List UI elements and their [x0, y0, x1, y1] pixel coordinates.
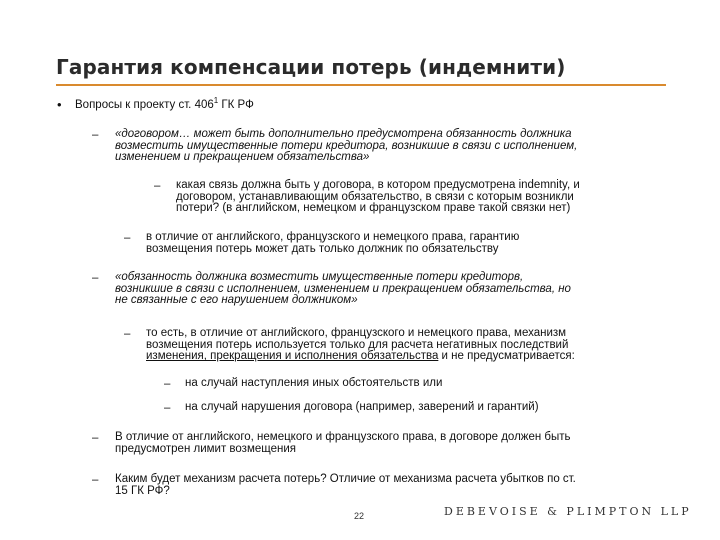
list-item-subpoint-1 — [176, 180, 696, 215]
bullet-top-text — [75, 96, 635, 112]
list-item-subpoint-3 — [146, 328, 696, 363]
slide-title: Гарантия компенсации потерь (индемнити) — [56, 55, 566, 79]
list-item-limit — [115, 432, 705, 455]
list-item-line: в отличие от английского, французского и немецкого права, гарантию — [146, 231, 520, 243]
item-marker: – — [164, 378, 171, 390]
item-marker: – — [164, 402, 171, 414]
item-marker: – — [124, 328, 131, 340]
item-marker: – — [154, 180, 161, 192]
list-item-line: Каким будет механизм расчета потерь? Отличие от механизма расчета убытков по ст. — [115, 473, 576, 485]
list-item-line: на случай нарушения договора (например, заверений и гарантий) — [185, 401, 539, 413]
item-marker: – — [124, 232, 131, 244]
bullet-top-sup: 1 — [213, 96, 219, 106]
list-item-line: то есть, в отличие от английского, французского и немецкого права, механизм — [146, 327, 567, 339]
bullet-top-text-main: Вопросы к проекту ст. 406 — [75, 99, 214, 111]
list-item-subpoint-2 — [146, 232, 686, 255]
underlined-phrase: изменения, прекращения и исполнения обязательства — [146, 350, 439, 362]
list-item-line: изменением и прекращением обязательства» — [115, 151, 370, 163]
list-item-subpoint-4 — [185, 378, 685, 390]
list-item-subpoint-5 — [185, 402, 685, 414]
list-item-line — [146, 351, 696, 363]
list-item-line: возместить имущественные потери кредитора, возникшие в связи с исполнением, — [115, 139, 578, 152]
list-item-line: на случай наступления иных обстоятельств или — [185, 377, 443, 389]
list-item-quote-2 — [115, 272, 695, 307]
item-marker: – — [92, 129, 99, 141]
line-tail: и не предусматривается: — [438, 350, 575, 362]
item-marker: – — [92, 474, 99, 486]
list-item-line: 15 ГК РФ? — [115, 484, 170, 497]
item-marker: – — [92, 272, 99, 284]
list-item-line: «договором… может быть дополнительно предусмотрена обязанность должника — [115, 128, 572, 140]
list-item-line: «обязанность должника возместить имущественные потери кредиторв, — [115, 271, 524, 283]
list-item-question — [115, 474, 705, 497]
list-item-line: В отличие от английского, немецкого и французского права, в договоре должен быть — [115, 431, 571, 443]
item-marker: – — [92, 432, 99, 444]
list-item-line: потери? (в английском, немецком и французском праве такой связки нет) — [176, 202, 571, 214]
list-item-line: возмещения потерь используется только для расчета негативных последствий — [146, 338, 569, 351]
list-item-line: возникшие в связи с исполнением, изменением и прекращением обязательства, но — [115, 282, 571, 295]
page-number: 22 — [354, 511, 365, 521]
list-item-line: не связанные с его нарушением должником» — [115, 294, 358, 306]
list-item-quote-1 — [115, 129, 695, 164]
list-item-line: возмещения потерь может дать только должник по обязательству — [146, 242, 499, 255]
list-item-line: предусмотрен лимит возмещения — [115, 442, 296, 455]
bullet-marker: • — [57, 97, 62, 112]
list-item-line: какая связь должна быть у договора, в котором предусмотрена indemnity, и — [176, 179, 580, 191]
title-underline — [56, 84, 666, 86]
list-item-line: договором, устанавливающим обязательство, в связи с которым возникли — [176, 190, 574, 203]
bullet-top-text-tail: ГК РФ — [218, 99, 254, 111]
footer-logo: DEBEVOISE & PLIMPTON LLP — [444, 505, 692, 518]
